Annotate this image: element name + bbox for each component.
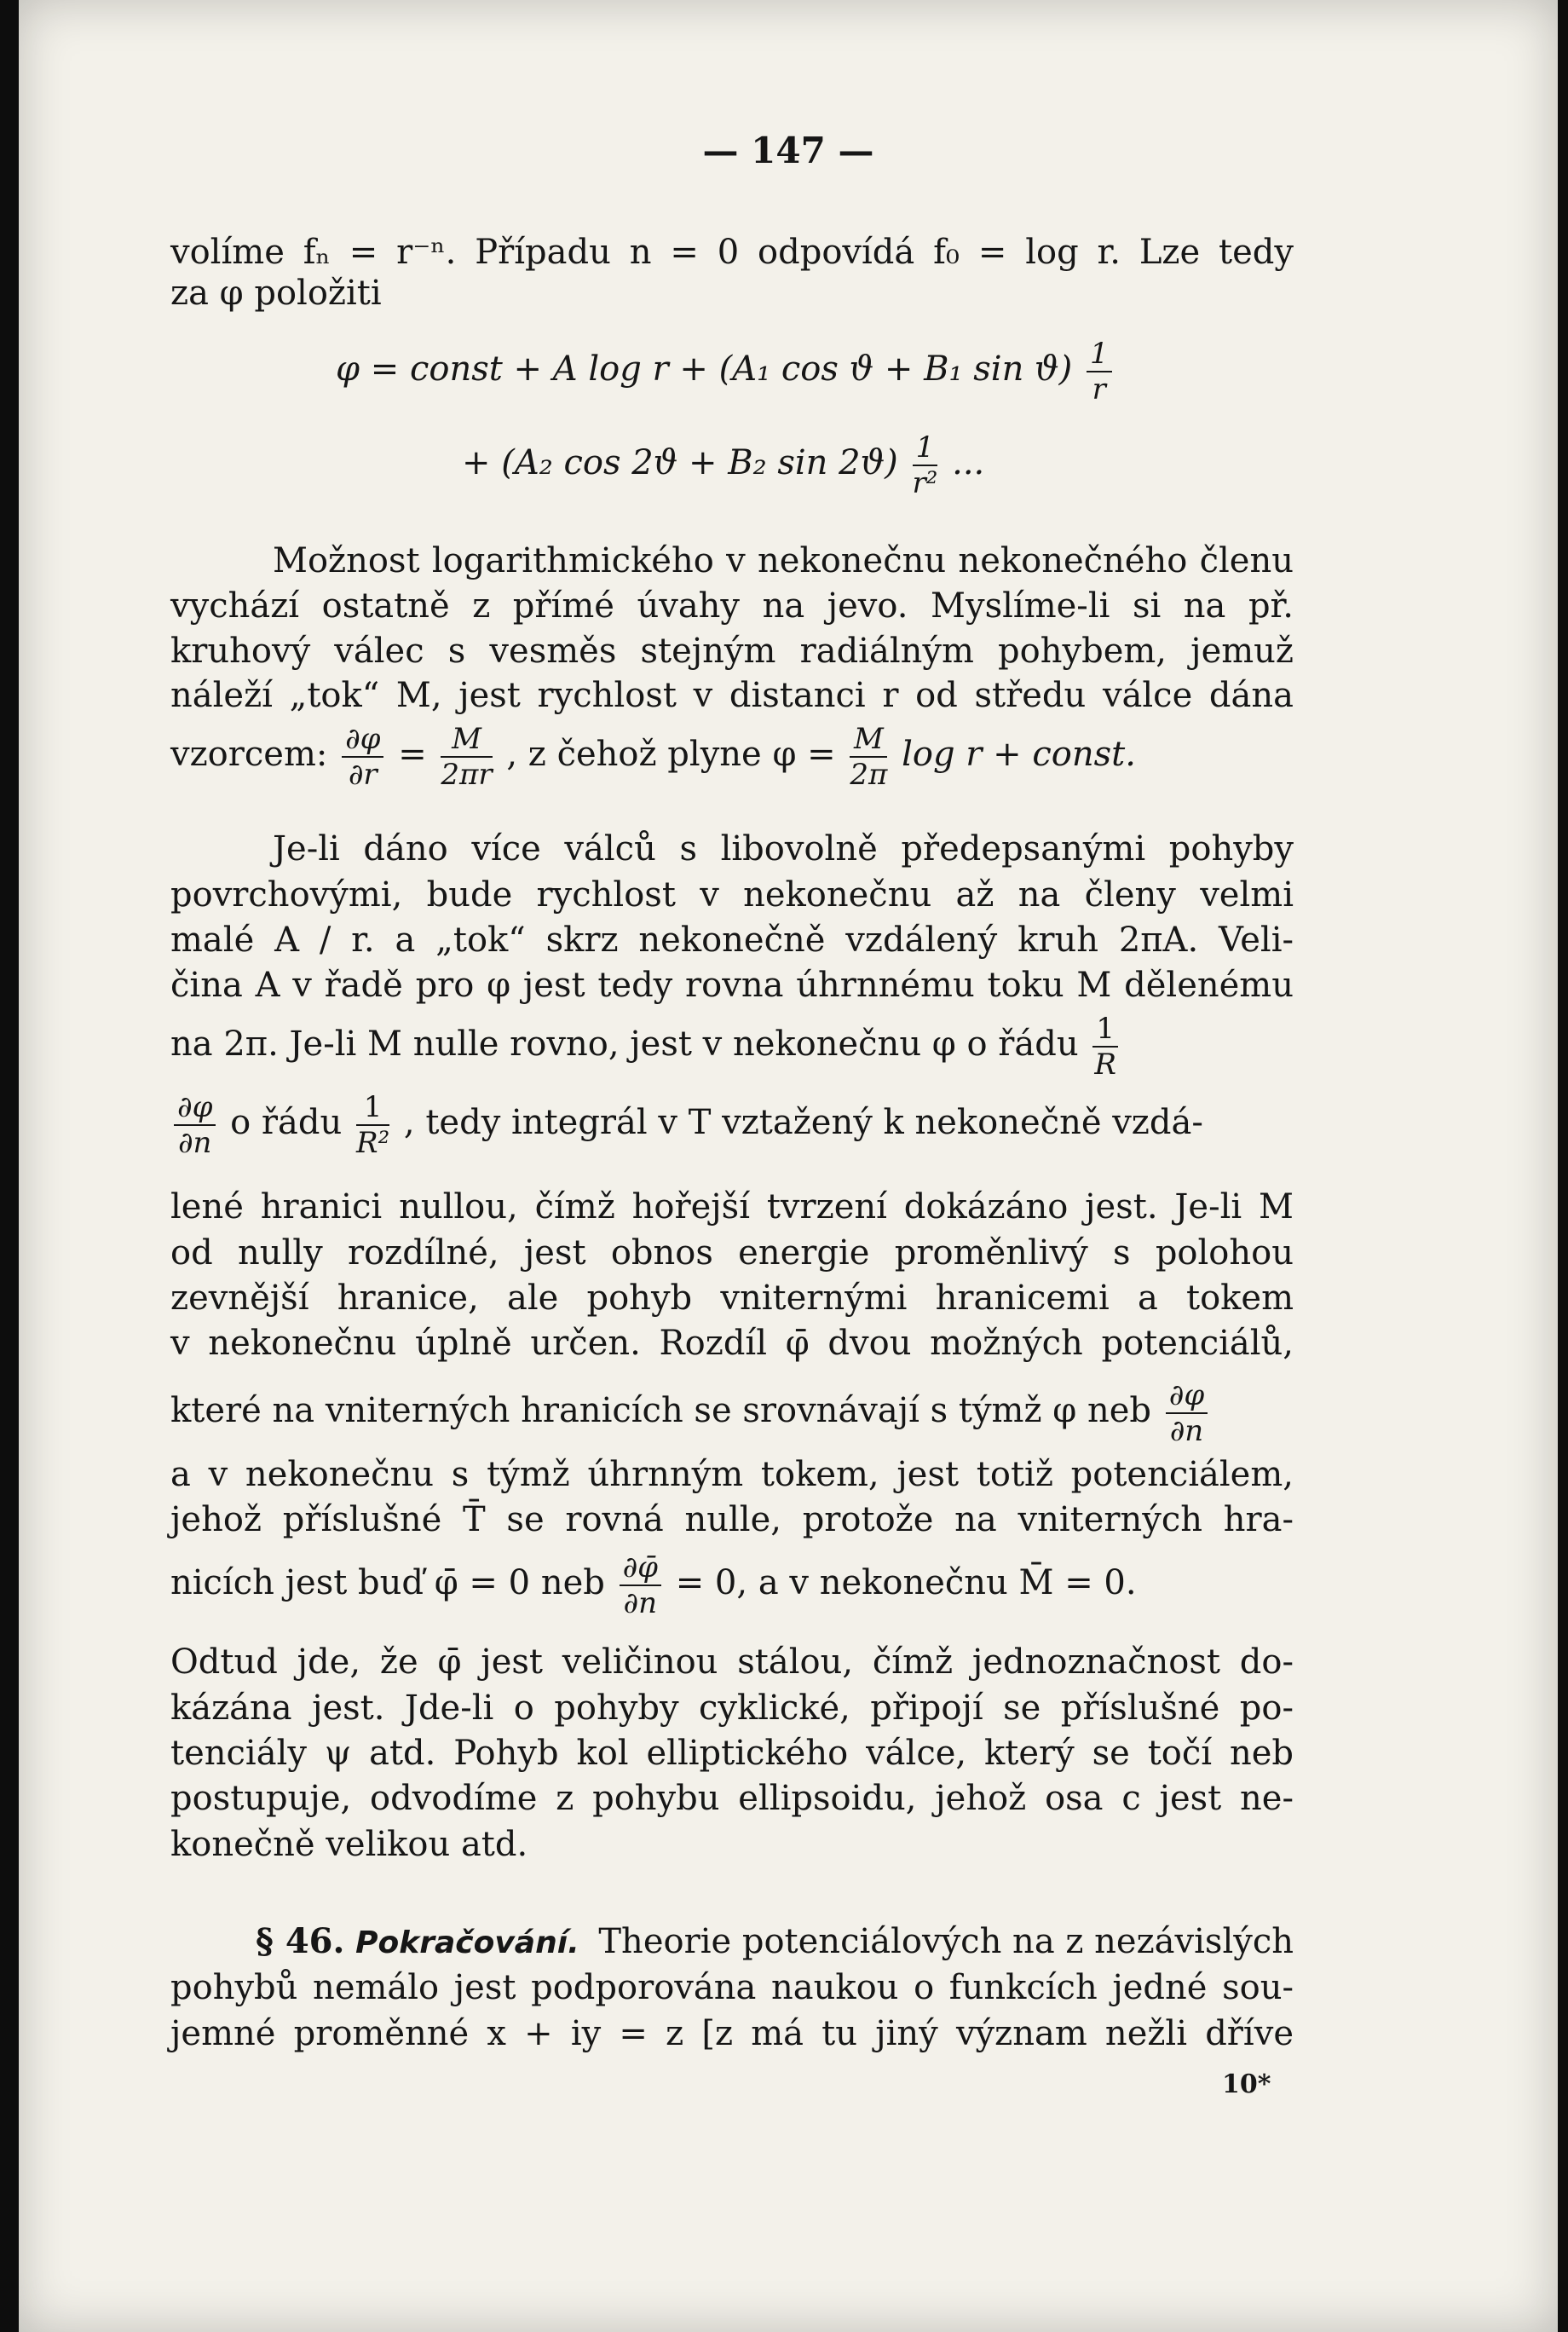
text-line: tenciály ψ atd. Pohyb kol elliptického válce, který se točí neb [170, 1734, 1294, 1773]
text-line: kázána jest. Jde-li o pohyby cyklické, připojí se příslušné po- [170, 1688, 1294, 1728]
signature-mark: 10* [1222, 2069, 1271, 2099]
book-page [19, 0, 1558, 2332]
text-line: konečně velikou atd. [170, 1825, 528, 1864]
text-line: pohybů nemálo jest podporována naukou o funkcích jedné sou- [170, 1968, 1294, 2007]
formula-line: $\frac{\partial\varphi}{\partial n}$ o řádu $\frac{1}{\text{R²}}$ , tedy integrál v T vztažený k nekonečně vzdá- [170, 1093, 1203, 1157]
text-line: jemné proměnné x + iy = z [z má tu jiný význam nežli dříve [170, 2014, 1294, 2053]
text-line: kruhový válec s vesměs stejným radiálným pohybem, jemuž [170, 632, 1294, 671]
section-heading-line: § 46. Pokračování. Theorie potenciálových na z nezávislých [256, 1921, 1294, 1961]
text-line: v nekonečnu úplně určen. Rozdíl φ̄ dvou možných potenciálů, [170, 1324, 1294, 1363]
formula-line: nicích jest buď φ̄ = 0 neb $\frac{\partial\varphī}{\partial n}$ = 0, a v nekonečnu M̄ = 0. [170, 1550, 1137, 1620]
text-line: a v nekonečnu s týmž úhrnným tokem, jest totiž potenciálem, [170, 1455, 1294, 1494]
fraction: $\frac{1}{R}$ [1092, 1014, 1118, 1079]
fraction: $\frac{M}{2\pi r}$ [441, 722, 493, 792]
text-line: za φ položiti [170, 274, 382, 313]
equation-phi-continued: + (A₂ cos 2ϑ + B₂ sin 2ϑ) $\frac{1}{\text{r²}}$ ... [462, 430, 985, 500]
text-line: náleží „tok“ M, jest rychlost v distanci r od středu válce dána [170, 676, 1294, 715]
text-line: malé A / r. a „tok“ skrz nekonečně vzdálený kruh 2πA. Veli- [170, 921, 1294, 960]
fraction: $\frac{1}{r}$ [1087, 339, 1112, 404]
formula-line: na 2π. Je-li M nulle rovno, jest v nekonečnu φ o řádu $\frac{1}{R}$ [170, 1014, 1121, 1079]
section-number: § 46. [256, 1921, 345, 1961]
text-line: povrchovými, bude rychlost v nekonečnu až na členy velmi [170, 875, 1294, 915]
text-line: Odtud jde, že φ̄ jest veličinou stálou, čímž jednoznačnost do- [170, 1642, 1294, 1682]
fraction: $\frac{\partial\varphi}{\partial r}$ [342, 724, 383, 789]
text-line: zevnější hranice, ale pohyb vniternými hranicemi a tokem [170, 1279, 1294, 1318]
fraction: $\frac{\partial\varphi}{\partial n}$ [174, 1093, 216, 1157]
text-line: vychází ostatně z přímé úvahy na jevo. Myslíme-li si na př. [170, 586, 1294, 626]
text-line: Možnost logarithmického v nekonečnu nekonečného členu [273, 541, 1294, 580]
formula-line: vzorcem: $\frac{\partial\varphi}{\partial r}$ = $\frac{M}{2\pi r}$ , z čehož plyne φ = $\frac{M}{2\pi}$ log r + const. [170, 722, 1136, 792]
text-line: lené hranici nullou, čímž hořejší tvrzení dokázáno jest. Je-li M [170, 1187, 1294, 1227]
section-title: Pokračování. [355, 1925, 579, 1960]
text-line: jehož příslušné T̄ se rovná nulle, protože na vniterných hra- [170, 1500, 1294, 1539]
equation-phi: φ = const + A log r + (A₁ cos ϑ + B₁ sin ϑ) $\frac{1}{r}$ [336, 339, 1115, 404]
fraction: $\frac{1}{\text{r²}}$ [912, 430, 938, 500]
fraction: $\frac{M}{2\pi}$ [850, 722, 888, 792]
text-line: Je-li dáno více válců s libovolně předepsanými pohyby [273, 829, 1294, 869]
fraction: $\frac{1}{\text{R²}}$ [355, 1090, 390, 1160]
fraction: $\frac{\partial\varphī}{\partial n}$ [620, 1553, 661, 1618]
text-line: od nully rozdílné, jest obnos energie proměnlivý s polohou [170, 1233, 1294, 1273]
text-line: postupuje, odvodíme z pohybu ellipsoidu, jehož osa c jest ne- [170, 1779, 1294, 1818]
text-line: volíme fₙ = r⁻ⁿ. Případu n = 0 odpovídá f₀ = log r. Lze tedy [170, 233, 1294, 272]
fraction: $\frac{\partial\varphi}{\partial n}$ [1166, 1381, 1208, 1446]
formula-line: které na vniterných hranicích se srovnávají s týmž φ neb $\frac{\partial\varphi}{\partial n}$ [170, 1381, 1211, 1446]
text-line: čina A v řadě pro φ jest tedy rovna úhrnnému toku M dělenému [170, 966, 1294, 1005]
page-number: — 147 — [702, 130, 874, 171]
